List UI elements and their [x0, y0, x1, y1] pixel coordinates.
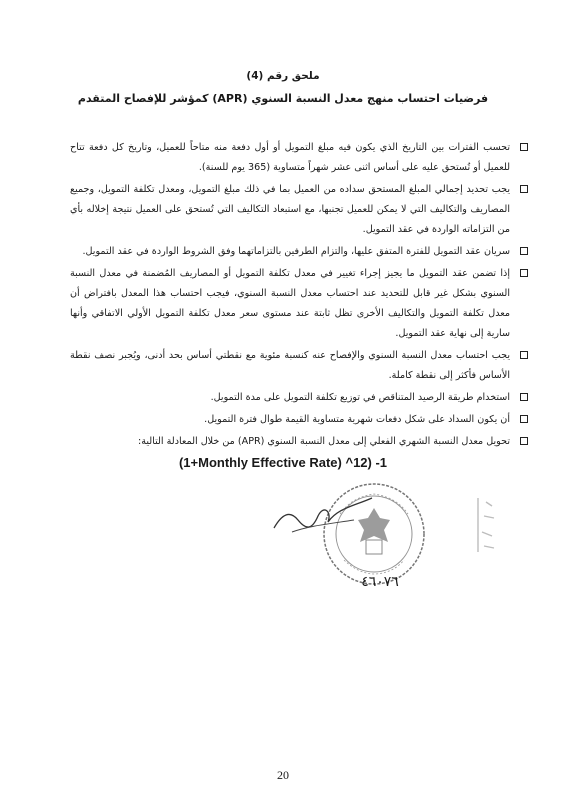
- page-number: 20: [277, 768, 289, 782]
- list-item: [70, 346, 530, 386]
- list-item-text: سريان عقد التمويل للفترة المتفق عليها، والتزام الطرفين بالتزاماتهما وفق الشروط الواردة في عقد التمويل.: [82, 246, 510, 257]
- checkbox-icon: [520, 393, 528, 401]
- page-title: فرضيات احتساب منهج معدل النسبة السنوي (APR) كمؤشر للإفصاح المتقدم: [77, 92, 489, 105]
- apr-formula: (1+Monthly Effective Rate) ^12) -1: [178, 455, 388, 470]
- checkbox-icon: [520, 437, 528, 445]
- list-item-text: أن يكون السداد على شكل دفعات شهرية متساوية القيمة طوال فترة التمويل.: [204, 414, 510, 425]
- checkbox-icon: [520, 415, 528, 423]
- faint-mark-icon: [470, 492, 500, 562]
- checkbox-icon: [520, 269, 528, 277]
- list-item-text: إذا تضمن عقد التمويل ما يجيز إجراء تغيير في معدل تكلفة التمويل أو المصاريف المُضمنة في معدل النسبة السنوي بشكل غير قابل للتحديد عند احتساب معدل النسبة السنوي، فيجب احتساب هذا المعدل بافتراض أن معدل تكلفة التمويل والتكاليف الأخرى تظل ثابتة عند مستوى سعر معدل تكلفة التمويل الأولي الاتفاقي وأنها سارية إلى نهاية عقد التمويل.: [70, 268, 510, 339]
- checkbox-icon: [520, 143, 528, 151]
- list-item: [70, 410, 530, 430]
- annex-title: ملحق رقم (4): [246, 70, 320, 82]
- list-item-text: يجب احتساب معدل النسبة السنوي والإفصاح عنه كنسبة مئوية مع نقطتي أساس بحد أدنى، ويُجبر نصف نقطة الأساس فأكثر إلى نقطة كاملة.: [70, 350, 510, 381]
- list-item-text: تحسب الفترات بين التاريخ الذي يكون فيه مبلغ التمويل أو أول دفعة منه متاحاً للعميل، وتاريخ كل دفعة تتاح للعميل أو تُستحق عليه على أساس اثنى عشر شهراً متساوية (365 يوم للسنة).: [70, 142, 510, 173]
- list-item-text: يجب تحديد إجمالي المبلغ المستحق سداده من العميل بما في ذلك مبلغ التمويل، ومعدل تكلفة التمويل، وجميع المصاريف والتكاليف التي لا يمكن للعميل تجنبها، مع استبعاد التكاليف التي تُستحق على العميل نتيجة إخلاله بأي من التزاماته الواردة في عقد التمويل.: [70, 184, 510, 235]
- list-item: [70, 388, 530, 408]
- checkbox-icon: [520, 247, 528, 255]
- stamp-number: ٤٦٠٧٦: [361, 574, 399, 590]
- assumptions-list: [70, 138, 530, 454]
- list-item: [70, 138, 530, 178]
- checkbox-icon: [520, 351, 528, 359]
- list-item-text: تحويل معدل النسبة الشهري الفعلي إلى معدل النسبة السنوي (APR) من خلال المعادلة التالية:: [137, 436, 510, 447]
- checkbox-icon: [520, 185, 528, 193]
- list-item: [70, 180, 530, 240]
- list-item-text: استخدام طريقة الرصيد المتناقص في توزيع تكلفة التمويل على مدة التمويل.: [210, 392, 510, 403]
- list-item: [70, 242, 530, 262]
- list-item: [70, 432, 530, 452]
- list-item: [70, 264, 530, 344]
